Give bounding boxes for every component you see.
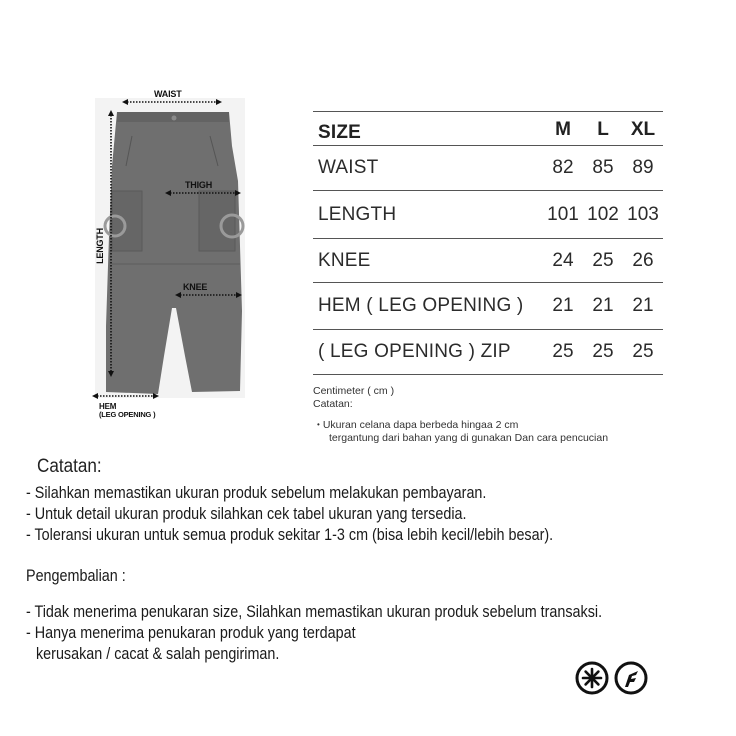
returns-title: Pengembalian : [26, 567, 126, 585]
cargo-pocket-right [199, 191, 235, 251]
value-xl: 89 [632, 157, 654, 178]
value-l: 85 [592, 157, 614, 178]
bullet-icon: • [317, 420, 320, 429]
row-label: WAIST [318, 157, 379, 178]
note-item: - Toleransi ukuran untuk semua produk sekitar 1-3 cm (bisa lebih kecil/lebih besar). [26, 526, 554, 544]
button [172, 116, 177, 121]
table-row-leg-opening-zip [313, 329, 663, 375]
return-item-continued: kerusakan / cacat & salah pengiriman. [36, 645, 280, 663]
brand-f-circle-icon [614, 661, 648, 695]
table-note-line2: tergantung dari bahan yang di gunakan Dan cara pencucian [329, 432, 609, 444]
pants-size-diagram [92, 86, 262, 426]
length-label: LENGTH [94, 228, 105, 264]
table-row-waist [313, 145, 663, 190]
row-label: LENGTH [318, 203, 397, 225]
note-item: - Untuk detail ukuran produk silahkan cek tabel ukuran yang tersedia. [26, 505, 467, 523]
return-item: - Tidak menerima penukaran size, Silahkan memastikan ukuran produk sebelum transaksi. [26, 603, 603, 621]
table-row-length [313, 190, 663, 238]
size-header: SIZE [318, 121, 362, 143]
value-m: 101 [547, 203, 579, 225]
hem-label: HEM [99, 402, 117, 411]
table-row-hem [313, 282, 663, 329]
return-item: - Hanya menerima penukaran produk yang terdapat [26, 624, 356, 642]
hem-leg-opening-label: (LEG OPENING ) [99, 410, 156, 419]
unit-note [313, 385, 394, 411]
value-l: 21 [592, 295, 614, 316]
notes-title: Catatan: [37, 456, 102, 477]
table-note-title: Catatan: [313, 398, 353, 410]
value-xl: 26 [632, 249, 654, 271]
row-label: ( LEG OPENING ) ZIP [318, 341, 511, 362]
thigh-label: THIGH [185, 180, 212, 190]
note-item: - Silahkan memastikan ukuran produk sebelum melakukan pembayaran. [26, 484, 487, 502]
value-xl: 21 [632, 295, 654, 316]
snowflake-circle-icon [575, 661, 609, 695]
value-m: 21 [552, 295, 574, 316]
value-m: 25 [552, 341, 574, 362]
table-note [317, 418, 608, 445]
value-xl: 25 [632, 341, 654, 362]
pants-illustration [92, 86, 262, 426]
value-m: 24 [552, 249, 574, 271]
table-header-row [313, 111, 663, 145]
table-note-line1: Ukuran celana dapa berbeda hingaa 2 cm [322, 419, 519, 431]
knee-label: KNEE [183, 282, 208, 292]
value-l: 25 [592, 341, 614, 362]
row-label: HEM ( LEG OPENING ) [318, 295, 524, 316]
size-xl-header: XL [630, 118, 656, 140]
unit-label: Centimeter ( cm ) [313, 385, 395, 397]
brand-icons [575, 661, 648, 695]
row-label: KNEE [318, 249, 371, 271]
waist-label: WAIST [154, 89, 182, 99]
value-l: 102 [587, 203, 619, 225]
size-l-header: L [597, 118, 609, 140]
value-xl: 103 [627, 203, 659, 225]
size-table [313, 111, 663, 375]
value-m: 82 [552, 157, 574, 178]
size-m-header: M [555, 118, 571, 140]
cargo-pocket-left [112, 191, 142, 251]
table-row-knee [313, 238, 663, 282]
value-l: 25 [592, 249, 614, 271]
